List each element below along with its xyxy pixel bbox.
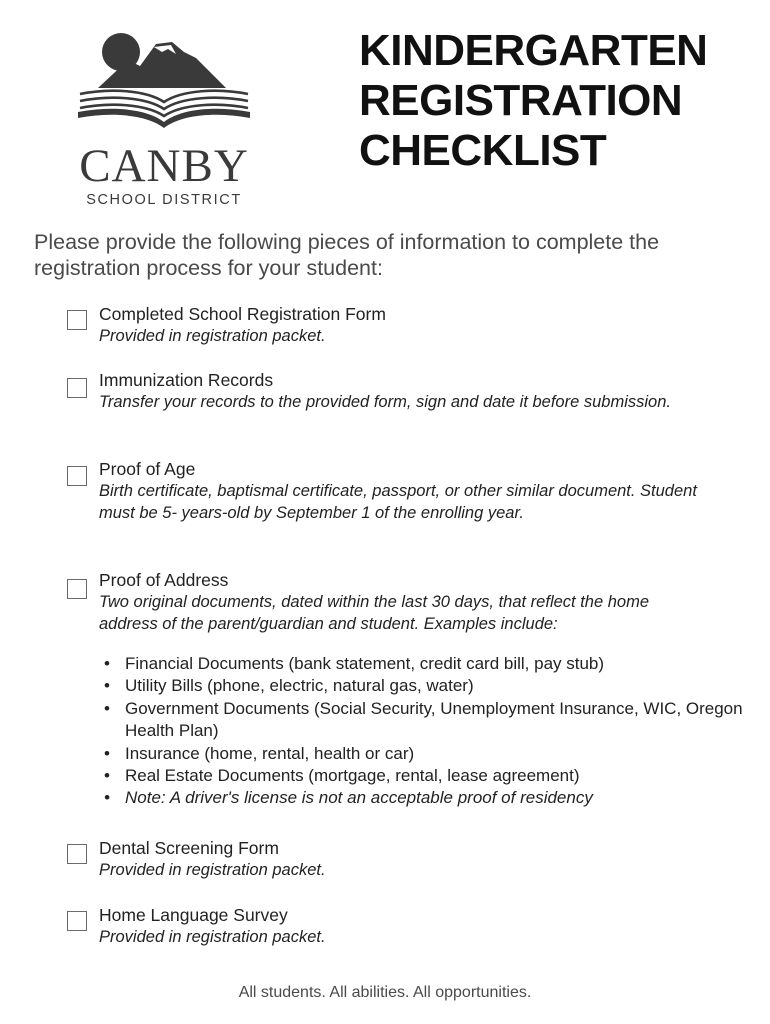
checklist-item-text bbox=[99, 569, 739, 635]
checklist-item-text bbox=[99, 904, 739, 948]
logo-subtitle: SCHOOL DISTRICT bbox=[86, 192, 242, 208]
logo-wordmark: CANBY bbox=[79, 140, 249, 192]
intro-text: Please provide the following pieces of information to complete the registration process for your student: bbox=[34, 230, 660, 280]
proof-of-address-checkbox[interactable] bbox=[67, 579, 87, 599]
district-logo bbox=[76, 30, 252, 208]
checklist-item-title: Proof of Address bbox=[99, 570, 229, 590]
checklist-item-text bbox=[99, 369, 739, 413]
immunization-checkbox[interactable] bbox=[67, 378, 87, 398]
checklist-item-title: Proof of Age bbox=[99, 459, 196, 479]
title-line: REGISTRATION bbox=[359, 76, 683, 125]
checklist-item-note: Provided in registration packet. bbox=[99, 928, 326, 946]
checklist-item-text bbox=[99, 837, 739, 881]
registration-form-checkbox[interactable] bbox=[67, 310, 87, 330]
footer-tagline: All students. All abilities. All opportunities. bbox=[238, 984, 532, 1001]
mountain-book-icon bbox=[76, 30, 252, 142]
checklist-item-title: Dental Screening Form bbox=[99, 838, 279, 858]
checklist-item-text bbox=[99, 458, 739, 524]
list-item: • Utility Bills (phone, electric, natural gas, water) bbox=[104, 675, 744, 697]
address-examples-list bbox=[104, 653, 744, 810]
title-line: KINDERGARTEN bbox=[359, 26, 708, 75]
list-item: • Government Documents (Social Security, Unemployment Insurance, WIC, Oregon Health Plan) bbox=[104, 698, 744, 743]
checklist-item-text bbox=[99, 303, 739, 347]
page-title bbox=[359, 26, 759, 176]
list-item: • Note: A driver's license is not an acceptable proof of residency bbox=[104, 787, 744, 809]
checklist-item-note: Provided in registration packet. bbox=[99, 861, 326, 879]
list-item: • Insurance (home, rental, health or car) bbox=[104, 743, 744, 765]
proof-of-age-checkbox[interactable] bbox=[67, 466, 87, 486]
checklist-item-title: Immunization Records bbox=[99, 370, 274, 390]
checklist-item-note: Birth certificate, baptismal certificate, passport, or other similar document. Student must be 5- years-old by September 1 of the enrolling year. bbox=[99, 482, 697, 522]
checklist-item-title: Completed School Registration Form bbox=[99, 304, 386, 324]
checklist-item-title: Home Language Survey bbox=[99, 905, 288, 925]
list-item: • Real Estate Documents (mortgage, rental, lease agreement) bbox=[104, 765, 744, 787]
checklist-item-note: Two original documents, dated within the last 30 days, that reflect the home address of the parent/guardian and student. Examples include: bbox=[99, 593, 649, 633]
dental-screening-checkbox[interactable] bbox=[67, 844, 87, 864]
checklist-item-note: Transfer your records to the provided form, sign and date it before submission. bbox=[99, 393, 671, 411]
checklist-item-note: Provided in registration packet. bbox=[99, 327, 326, 345]
home-language-checkbox[interactable] bbox=[67, 911, 87, 931]
title-line: CHECKLIST bbox=[359, 126, 607, 175]
list-item: • Financial Documents (bank statement, credit card bill, pay stub) bbox=[104, 653, 744, 675]
